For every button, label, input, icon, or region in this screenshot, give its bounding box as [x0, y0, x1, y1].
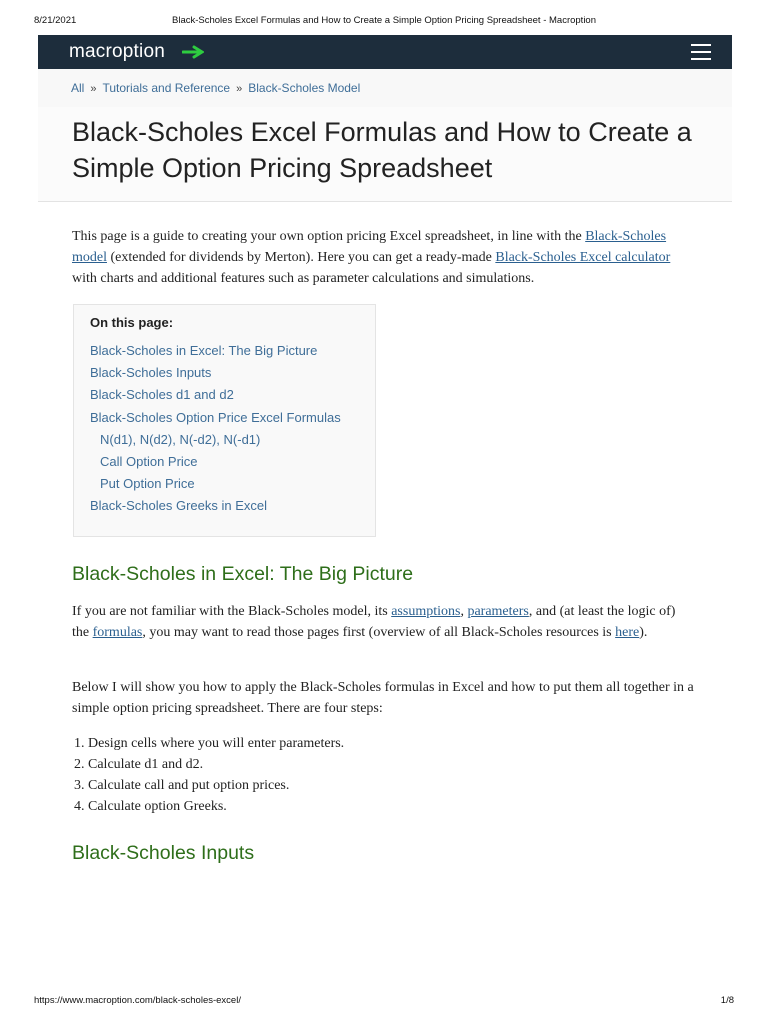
list-item: 1. Design cells where you will enter parameters. [88, 733, 344, 754]
intro-text: with charts and additional features such as parameter calculations and simulations. [72, 271, 535, 286]
logo-arrow-icon [182, 45, 204, 59]
steps-intro-paragraph: Below I will show you how to apply the Black-Scholes formulas in Excel and how to put them all together in a simple option pricing spreadsheet. There are four steps: [72, 680, 694, 716]
toc-item[interactable]: Black-Scholes Greeks in Excel [90, 498, 268, 514]
list-item: 4. Calculate option Greeks. [88, 796, 344, 817]
section-heading-inputs: Black-Scholes Inputs [72, 842, 255, 864]
breadcrumb-black-scholes[interactable]: Black-Scholes Model [248, 81, 361, 95]
breadcrumb-tutorials[interactable]: Tutorials and Reference [102, 81, 231, 95]
print-url: https://www.macroption.com/black-scholes-excel/ [34, 995, 241, 1006]
toc-subitem[interactable]: Put Option Price [100, 476, 195, 492]
intro-text: This page is a guide to creating your own option pricing Excel spreadsheet, in line with the [72, 229, 586, 244]
table-of-contents [73, 304, 376, 537]
paragraph-text: , you may want to read those pages first (overview of all Black-Scholes resources is [142, 625, 616, 640]
link-parameters[interactable]: parameters [467, 604, 529, 619]
print-header [0, 15, 768, 29]
paragraph-text: If you are not familiar with the Black-Scholes model, its [72, 604, 392, 619]
link-assumptions[interactable]: assumptions [391, 604, 461, 619]
intro-text: (extended for dividends by Merton). Here you can get a ready-made [107, 250, 496, 265]
breadcrumb-separator: » [90, 83, 97, 95]
site-navbar [38, 35, 732, 69]
toc-title: On this page: [90, 315, 174, 330]
breadcrumb-separator: » [236, 83, 243, 95]
toc-subitem[interactable]: Call Option Price [100, 454, 198, 470]
print-date: 8/21/2021 [34, 15, 77, 26]
section-heading-big-picture: Black-Scholes in Excel: The Big Picture [72, 563, 414, 585]
list-item: 2. Calculate d1 and d2. [88, 754, 344, 775]
page-header [38, 69, 732, 202]
print-title: Black-Scholes Excel Formulas and How to Create a Simple Option Pricing Spreadsheet - Macroption [172, 15, 596, 26]
list-item: 3. Calculate call and put option prices. [88, 775, 344, 796]
intro-paragraph [72, 226, 692, 289]
toc-item[interactable]: Black-Scholes Inputs [90, 365, 212, 381]
link-black-scholes-model[interactable]: Black-Scholes model [72, 229, 667, 265]
paragraph-text: , [460, 604, 468, 619]
toc-item[interactable]: Black-Scholes Option Price Excel Formulas [90, 409, 341, 425]
toc-item[interactable]: Black-Scholes in Excel: The Big Picture [90, 343, 318, 358]
link-excel-calculator[interactable]: Black-Scholes Excel calculator [495, 250, 671, 265]
steps-list [72, 733, 344, 817]
link-here[interactable]: here [615, 625, 640, 640]
breadcrumb-all[interactable]: All [71, 81, 85, 95]
hamburger-menu-icon[interactable] [691, 44, 711, 60]
paragraph-text: , and (at least the logic of) the [72, 604, 676, 640]
paragraph-text: ). [639, 625, 648, 640]
toc-item[interactable]: Black-Scholes d1 and d2 [90, 387, 234, 403]
breadcrumb [71, 81, 360, 95]
page-number: 1/8 [720, 995, 734, 1006]
page-title: Black-Scholes Excel Formulas and How to Create a Simple Option Pricing Spreadsheet [72, 117, 692, 183]
big-picture-paragraph [72, 601, 696, 643]
toc-subitem[interactable]: N(d1), N(d2), N(-d2), N(-d1) [100, 431, 261, 447]
link-formulas[interactable]: formulas [92, 625, 143, 640]
site-logo[interactable]: macroption [69, 41, 165, 62]
